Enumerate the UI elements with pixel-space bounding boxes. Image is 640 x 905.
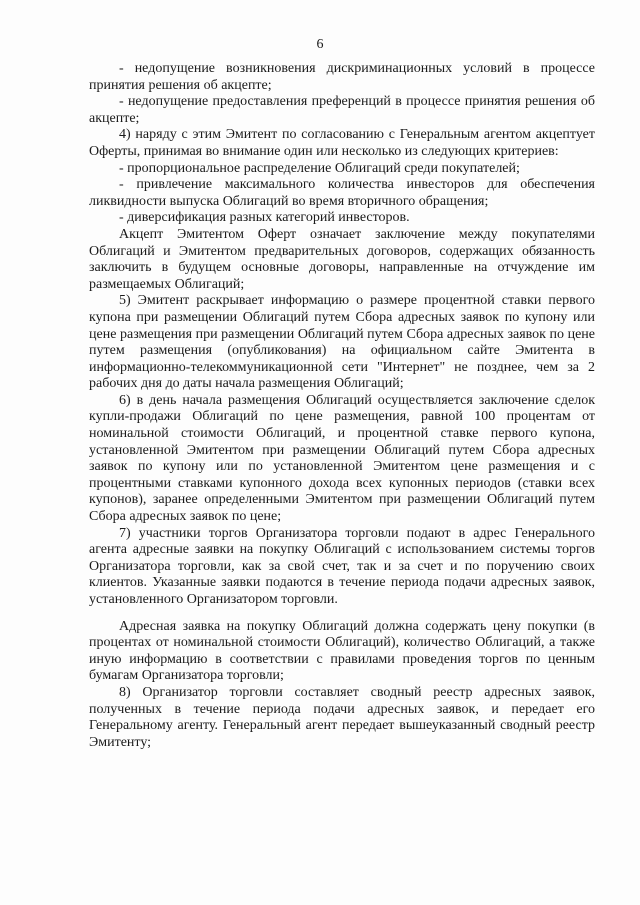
paragraph-5: - привлечение максимального количества инвесторов для обеспечения ликвидности выпуска Облигаций во время вторичного обращения; xyxy=(89,177,595,209)
paragraph-11: Адресная заявка на покупку Облигаций должна содержать цену покупки (в процентах от номинальной стоимости Облигаций), количество Облигаций, а также иную информацию в соответствии с правилами проведения торгов по ценным бумагам Организатора торговли; xyxy=(89,618,595,684)
paragraph-8: 5) Эмитент раскрывает информацию о размере процентной ставки первого купона при размещении Облигаций путем Сбора адресных заявок по купону или цене размещения при размещении Облигаций путем Сбора адресных заявок по цене путем размещения (опубликования) на официальном сайте Эмитента в информационно-телекоммуникационной сети "Интернет" не позднее, чем за 2 рабочих дня до даты начала размещения Облигаций; xyxy=(89,293,595,392)
paragraph-1: - недопущение возникновения дискриминационных условий в процессе принятия решения об акцепте; xyxy=(89,61,595,93)
document-body xyxy=(89,61,595,751)
paragraph-4: - пропорциональное распределение Облигаций среди покупателей; xyxy=(119,160,520,176)
paragraph-2: - недопущение предоставления преференций в процессе принятия решения об акцепте; xyxy=(89,94,595,126)
paragraph-10: 7) участники торгов Организатора торговли подают в адрес Генерального агента адресные заявки на покупку Облигаций с использованием системы торгов Организатора торговли, как за свой счет, так и за счет и по поручению своих клиентов. Указанные заявки подаются в течение периода подачи адресных заявок, установленного Организатором торговли. xyxy=(89,525,595,607)
paragraph-6: - диверсификация разных категорий инвесторов. xyxy=(119,210,410,226)
paragraph-7: Акцепт Эмитентом Оферт означает заключение между покупателями Облигаций и Эмитентом предварительных договоров, содержащих обязанность заключить в будущем основные договоры, направленные на отчуждение им размещаемых Облигаций; xyxy=(89,226,595,292)
paragraph-12: 8) Организатор торговли составляет сводный реестр адресных заявок, полученных в течение периода подачи адресных заявок, и передает его Генеральному агенту. Генеральный агент передает вышеуказанный сводный реестр Эмитенту; xyxy=(89,684,595,750)
paragraph-3: 4) наряду с этим Эмитент по согласованию с Генеральным агентом акцептует Оферты, принимая во внимание один или несколько из следующих критериев: xyxy=(89,127,595,159)
page-number: 6 xyxy=(316,37,324,52)
paragraph-9: 6) в день начала размещения Облигаций осуществляется заключение сделок купли-продажи Облигаций по цене размещения, равной 100 процентам от номинальной стоимости Облигаций, и процентной ставке первого купона, установленной Эмитентом при размещении Облигаций путем Сбора адресных заявок по купону или по установленной Эмитентом цене размещения и с процентными ставками купонного дохода всех купонных периодов (ставки всех купонов), заранее определенными Эмитентом при размещении Облигаций путем Сбора адресных заявок по цене; xyxy=(89,392,595,525)
